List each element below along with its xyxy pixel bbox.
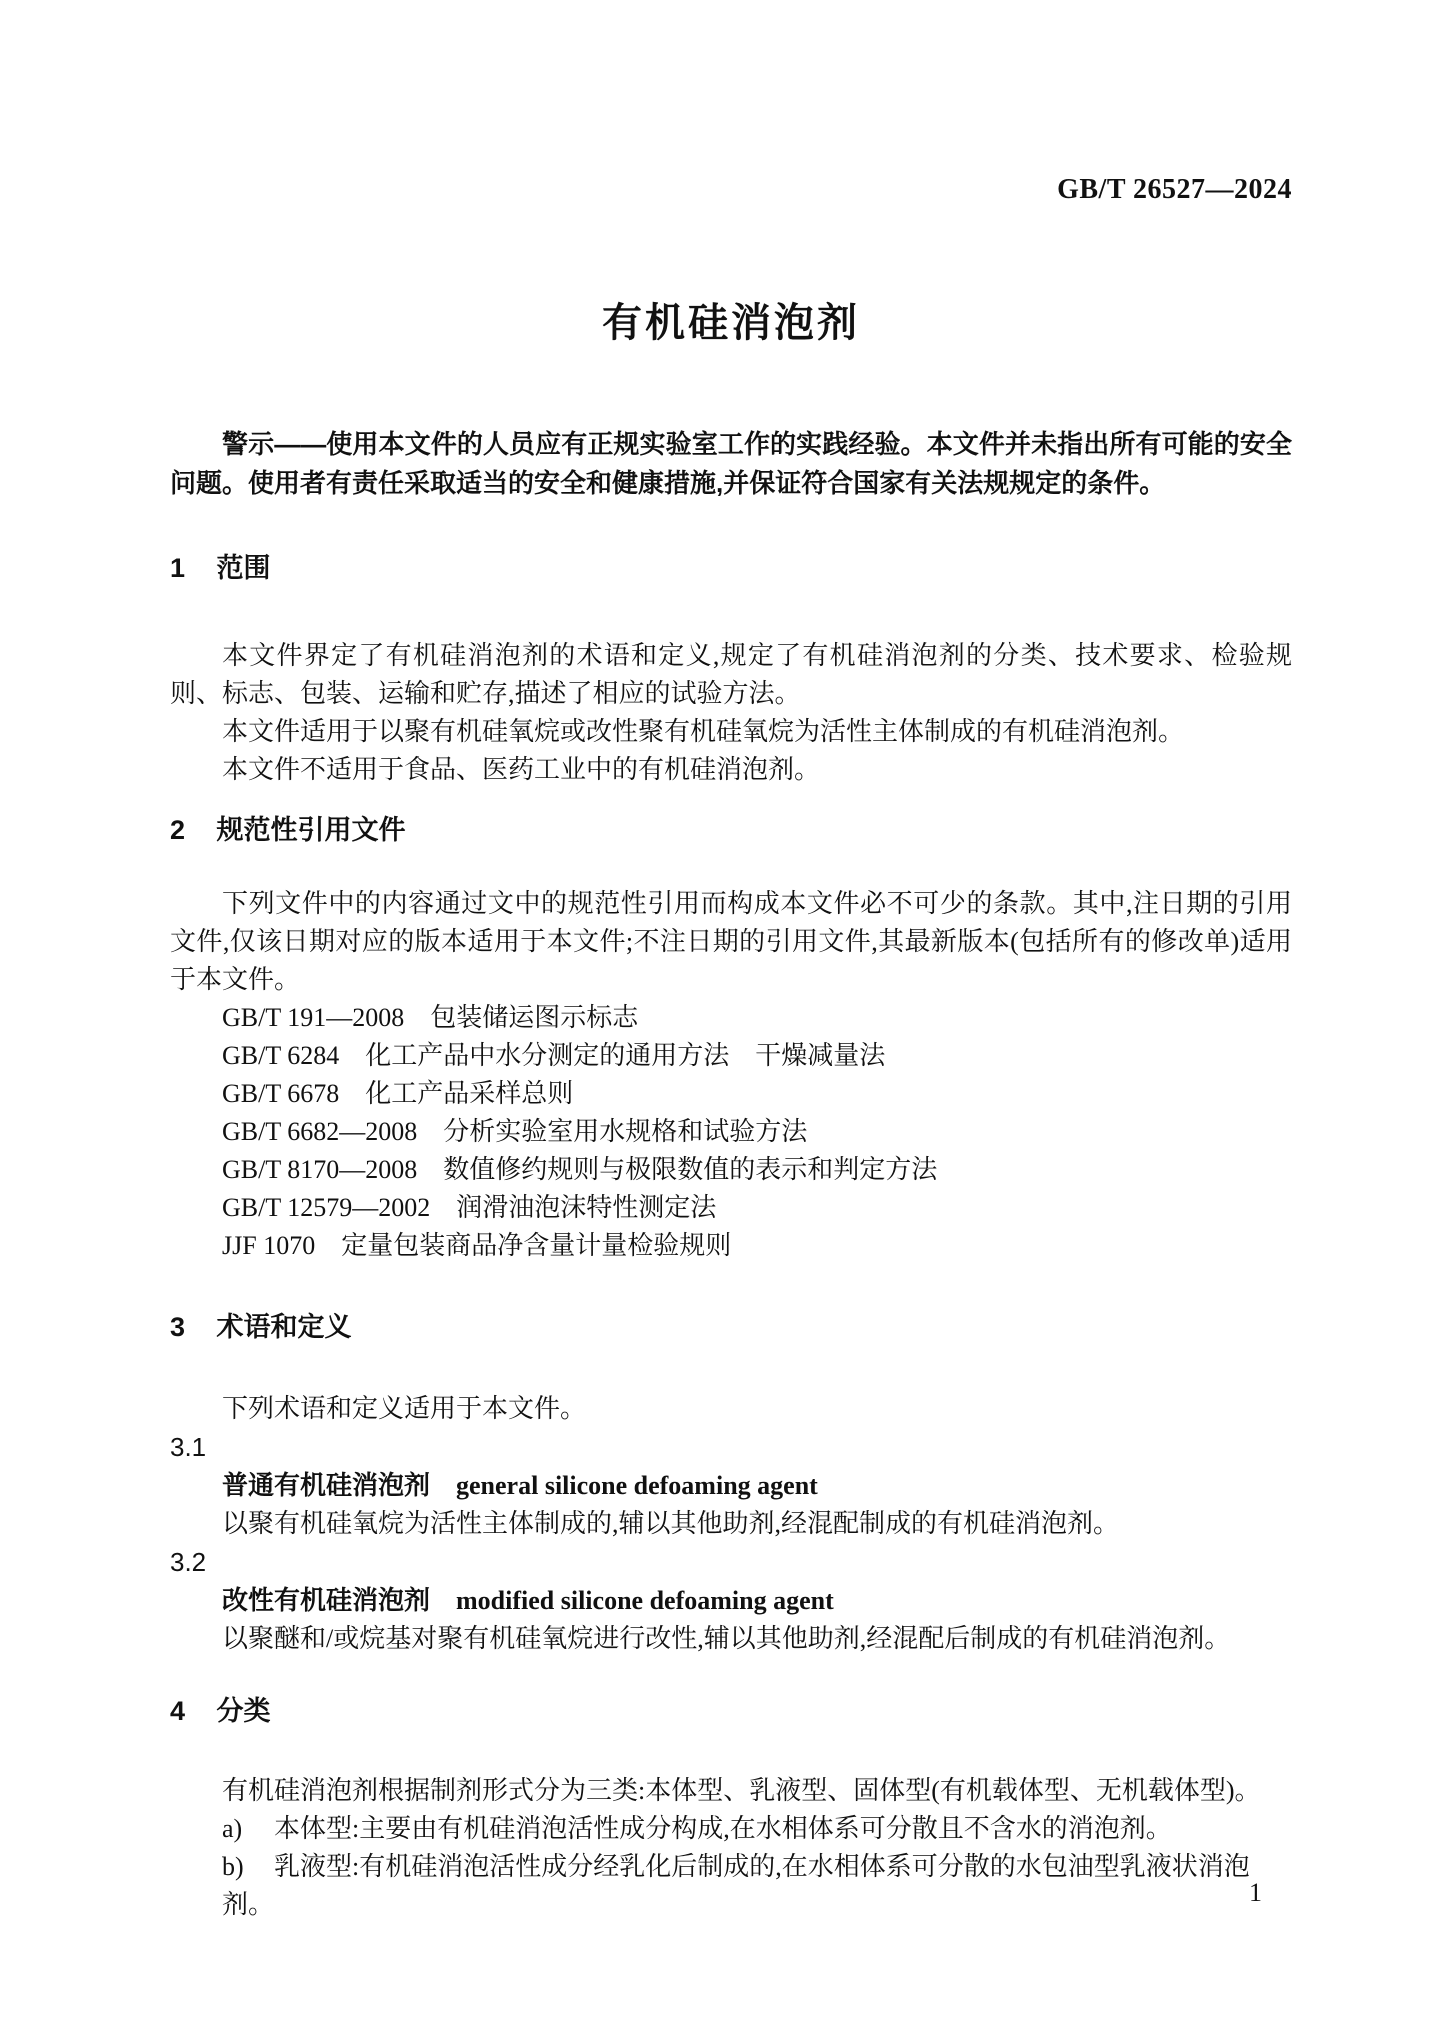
reference-code: GB/T 6682—2008 <box>222 1117 418 1146</box>
item-text: 乳液型:有机硅消泡活性成分经乳化后制成的,在水相体系可分散的水包油型乳液状消泡剂。 <box>222 1852 1250 1919</box>
reference-code: GB/T 6284 <box>222 1041 340 1070</box>
paragraph: 本文件不适用于食品、医药工业中的有机硅消泡剂。 <box>222 755 821 784</box>
section-1-heading <box>170 553 1292 583</box>
item-text: 本体型:主要由有机硅消泡活性成分构成,在水相体系可分散且不含水的消泡剂。 <box>274 1814 1172 1843</box>
reference-item <box>170 1075 1292 1113</box>
reference-title: 数值修约规则与极限数值的表示和判定方法 <box>443 1155 938 1184</box>
paragraph: 下列文件中的内容通过文中的规范性引用而构成本文件必不可少的条款。其中,注日期的引用文件,仅该日期对应的版本适用于本文件;不注日期的引用文件,其最新版本(包括所有的修改单)适用于本文件。 <box>170 889 1292 994</box>
section-1-body <box>170 637 1292 789</box>
item-label: a) <box>222 1814 243 1843</box>
section-1-number: 1 <box>170 553 186 583</box>
section-4-number: 4 <box>170 1696 186 1726</box>
reference-item <box>170 1151 1292 1189</box>
term-definition: 以聚有机硅氧烷为活性主体制成的,辅以其他助剂,经混配制成的有机硅消泡剂。 <box>222 1509 1120 1538</box>
classification-item <box>170 1810 1292 1848</box>
term-heading <box>170 1581 1292 1620</box>
section-3-heading <box>170 1312 1292 1342</box>
reference-title: 化工产品采样总则 <box>365 1079 574 1108</box>
term-name-zh: 普通有机硅消泡剂 <box>222 1470 431 1500</box>
reference-title: 包装储运图示标志 <box>430 1003 639 1032</box>
document-title: 有机硅消泡剂 <box>602 301 860 345</box>
page-number: 1 <box>1249 1878 1262 1907</box>
section-2-number: 2 <box>170 815 186 845</box>
section-3-number: 3 <box>170 1312 186 1342</box>
term-entry <box>170 1428 1292 1543</box>
reference-item <box>170 1037 1292 1075</box>
classification-item <box>170 1848 1292 1924</box>
term-name-zh: 改性有机硅消泡剂 <box>222 1585 431 1615</box>
section-3-body <box>170 1390 1292 1658</box>
item-label: b) <box>222 1852 244 1881</box>
reference-item <box>170 1227 1292 1265</box>
section-4-heading <box>170 1696 1292 1726</box>
term-name-en: modified silicone defoaming agent <box>456 1586 834 1615</box>
reference-title: 化工产品中水分测定的通用方法 干燥减量法 <box>365 1041 886 1070</box>
reference-code: GB/T 12579—2002 <box>222 1193 431 1222</box>
term-heading <box>170 1466 1292 1505</box>
term-number: 3.1 <box>170 1432 207 1462</box>
term-name-en: general silicone defoaming agent <box>456 1471 818 1500</box>
reference-item <box>170 1189 1292 1227</box>
paragraph: 本文件界定了有机硅消泡剂的术语和定义,规定了有机硅消泡剂的分类、技术要求、检验规则、标志、包装、运输和贮存,描述了相应的试验方法。 <box>170 641 1292 708</box>
section-4-title: 分类 <box>216 1696 271 1726</box>
section-1-title: 范围 <box>216 553 271 583</box>
reference-code: GB/T 191—2008 <box>222 1003 405 1032</box>
section-2-title: 规范性引用文件 <box>216 815 406 845</box>
reference-code: GB/T 8170—2008 <box>222 1155 418 1184</box>
reference-item <box>170 999 1292 1037</box>
section-3-title: 术语和定义 <box>216 1312 352 1342</box>
term-number: 3.2 <box>170 1547 207 1577</box>
term-entry <box>170 1543 1292 1658</box>
section-4-body <box>170 1772 1292 1924</box>
section-2-body <box>170 885 1292 1265</box>
paragraph: 下列术语和定义适用于本文件。 <box>222 1394 587 1423</box>
warning-paragraph: 警示——使用本文件的人员应有正规实验室工作的实践经验。本文件并未指出所有可能的安全问题。使用者有责任采取适当的安全和健康措施,并保证符合国家有关法规规定的条件。 <box>170 429 1292 498</box>
standard-number: GB/T 26527—2024 <box>1057 174 1292 205</box>
reference-title: 分析实验室用水规格和试验方法 <box>443 1117 808 1146</box>
reference-title: 定量包装商品净含量计量检验规则 <box>341 1231 732 1260</box>
reference-item <box>170 1113 1292 1151</box>
section-2-heading <box>170 815 1292 845</box>
reference-code: JJF 1070 <box>222 1231 316 1260</box>
reference-title: 润滑油泡沫特性测定法 <box>456 1193 717 1222</box>
paragraph: 本文件适用于以聚有机硅氧烷或改性聚有机硅氧烷为活性主体制成的有机硅消泡剂。 <box>222 717 1185 746</box>
term-definition: 以聚醚和/或烷基对聚有机硅氧烷进行改性,辅以其他助剂,经混配后制成的有机硅消泡剂。 <box>222 1624 1231 1653</box>
paragraph: 有机硅消泡剂根据制剂形式分为三类:本体型、乳液型、固体型(有机载体型、无机载体型)。 <box>222 1776 1261 1805</box>
reference-code: GB/T 6678 <box>222 1079 340 1108</box>
